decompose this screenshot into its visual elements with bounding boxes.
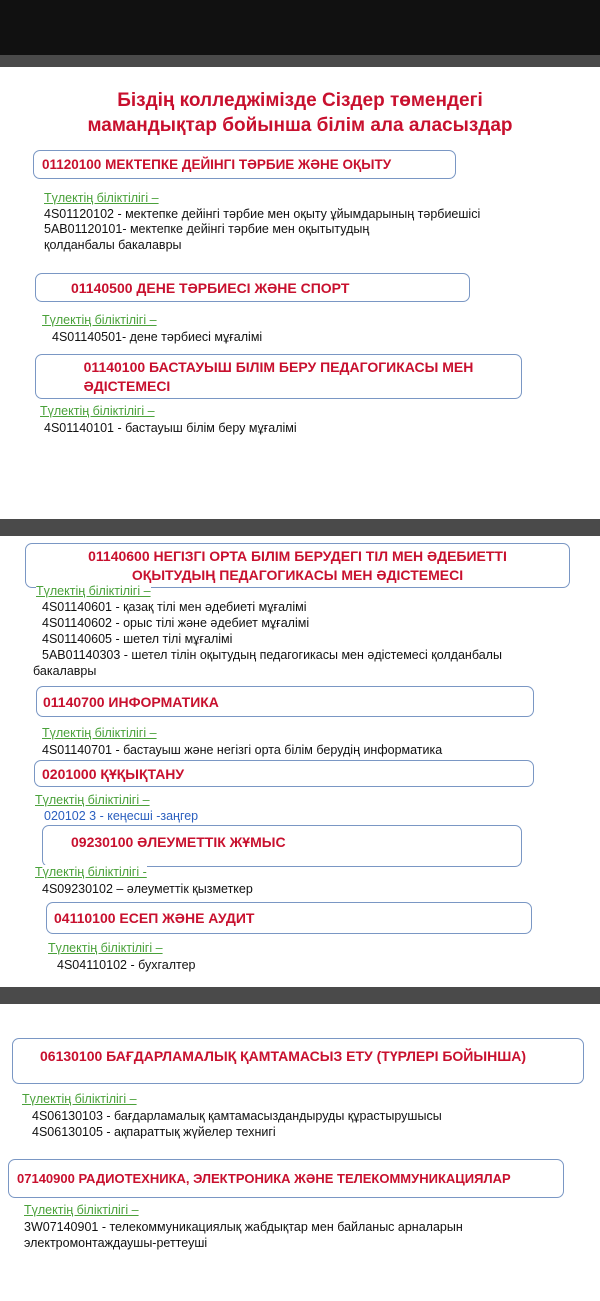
specialty-box-software	[12, 1038, 584, 1084]
qualification-item: 4S01140701 - бастауыш және негізгі орта білім берудің информатика	[42, 743, 443, 757]
qualification-item: 5АВ01140303 - шетел тілін оқытудың педагогикасы мен әдістемесі қолданбалы	[42, 648, 502, 662]
specialty-box-informatics	[36, 686, 534, 717]
qualification-label: Түлектің біліктілігі –	[42, 313, 157, 327]
qualification-item: бакалавры	[33, 664, 97, 678]
qualification-item: 4S06130105 - ақпараттық жүйелер технигі	[32, 1125, 276, 1139]
specialty-box-preschool	[33, 150, 456, 179]
qualification-label: Түлектің біліктілігі –	[44, 191, 159, 205]
qualification-item: 5АВ01120101- мектепке дейінгі тәрбие мен оқытытудың	[44, 222, 370, 236]
specialty-title: 01140500 ДЕНЕ ТӘРБИЕСІ ЖӘНЕ СПОРТ	[71, 279, 350, 296]
specialty-title-line-1: 01140600 НЕГІЗГІ ОРТА БІЛІМ БЕРУДЕГІ ТІЛ МЕН ӘДЕБИЕТТІ	[88, 547, 507, 564]
specialty-title: 09230100 ӘЛЕУМЕТТІК ЖҰМЫС	[71, 834, 286, 850]
qualification-item: 4S01140601 - қазақ тілі мен әдебиеті мұғалімі	[42, 600, 307, 614]
page-title	[0, 88, 600, 138]
specialty-box-physical-education	[35, 273, 470, 302]
qualification-label: Түлектің біліктілігі -	[35, 865, 147, 879]
qualification-label: Түлектің біліктілігі –	[42, 726, 157, 740]
qualification-label: Түлектің біліктілігі –	[35, 793, 150, 807]
specialty-title-line-2: ӘДІСТЕМЕСІ	[83, 377, 171, 394]
qualification-item: 4S09230102 – әлеуметтік қызметкер	[42, 882, 253, 896]
qualification-item: 4S01140501- дене тәрбиесі мұғалімі	[52, 330, 263, 344]
qualification-label: Түлектің біліктілігі –	[36, 584, 151, 598]
title-line-2: мамандықтар бойынша білім ала аласыздар	[87, 115, 513, 136]
specialty-title: 01140700 ИНФОРМАТИКА	[43, 693, 219, 710]
section-separator	[0, 987, 600, 1004]
specialty-title-line-1: 01140100 БАСТАУЫШ БІЛІМ БЕРУ ПЕДАГОГИКАСЫ МЕН	[83, 358, 474, 375]
qualification-item: 020102 3 - кеңесші -заңгер	[44, 809, 199, 823]
qualification-label: Түлектің біліктілігі –	[22, 1092, 137, 1106]
qualification-item: 3W07140901 - телекоммуникациялық жабдықтар мен байланыс арналарын	[24, 1220, 463, 1234]
qualification-item: 4S01140602 - орыс тілі және әдебиет мұғалімі	[42, 616, 310, 630]
specialty-box-law	[34, 760, 534, 787]
specialty-box-social-work	[42, 825, 522, 867]
title-line-1: Біздің колледжімізде Сіздер төмендегі	[117, 90, 483, 111]
qualification-item: 4S06130103 - бағдарламалық қамтамасыздандыруды құрастырушысы	[32, 1109, 442, 1123]
specialty-box-accounting	[46, 902, 532, 934]
specialty-title: 07140900 РАДИОТЕХНИКА, ЭЛЕКТРОНИКА ЖӘНЕ ТЕЛЕКОММУНИКАЦИЯЛАР	[17, 1171, 511, 1186]
specialty-title: 01120100 МЕКТЕПКЕ ДЕЙІНГІ ТӘРБИЕ ЖӘНЕ ОҚЫТУ	[42, 157, 392, 172]
qualification-label: Түлектің біліктілігі –	[48, 941, 163, 955]
top-black-bar	[0, 0, 600, 55]
qualification-label: Түлектің біліктілігі –	[40, 404, 155, 418]
specialty-title-line-2: ОҚЫТУДЫҢ ПЕДАГОГИКАСЫ МЕН ӘДІСТЕМЕСІ	[131, 566, 464, 583]
specialty-box-radio-engineering	[8, 1159, 564, 1198]
qualification-item: 4S01120102 - мектепке дейінгі тәрбие мен оқыту ұйымдарының тәрбиешісі	[44, 207, 481, 221]
specialty-title: 04110100 ЕСЕП ЖӘНЕ АУДИТ	[54, 910, 255, 926]
specialty-box-language-literature	[25, 543, 570, 588]
qualification-item: электромонтаждаушы-реттеуші	[24, 1236, 208, 1250]
qualification-item: 4S01140605 - шетел тілі мұғалімі	[42, 632, 233, 646]
specialty-box-primary-education	[35, 354, 522, 399]
top-gray-bar	[0, 55, 600, 67]
specialty-title: 06130100 БАҒДАРЛАМАЛЫҚ ҚАМТАМАСЫЗ ЕТУ (ТҮРЛЕРІ БОЙЫНША)	[40, 1048, 527, 1064]
qualification-item: 4S01140101 - бастауыш білім беру мұғалімі	[44, 421, 297, 435]
qualification-label: Түлектің біліктілігі –	[24, 1203, 139, 1217]
qualification-item: 4S04110102 - бухгалтер	[57, 958, 196, 972]
specialty-title: 0201000 ҚҰҚЫҚТАНУ	[42, 765, 185, 782]
section-separator	[0, 519, 600, 536]
qualification-item: қолданбалы бакалавры	[44, 238, 182, 252]
